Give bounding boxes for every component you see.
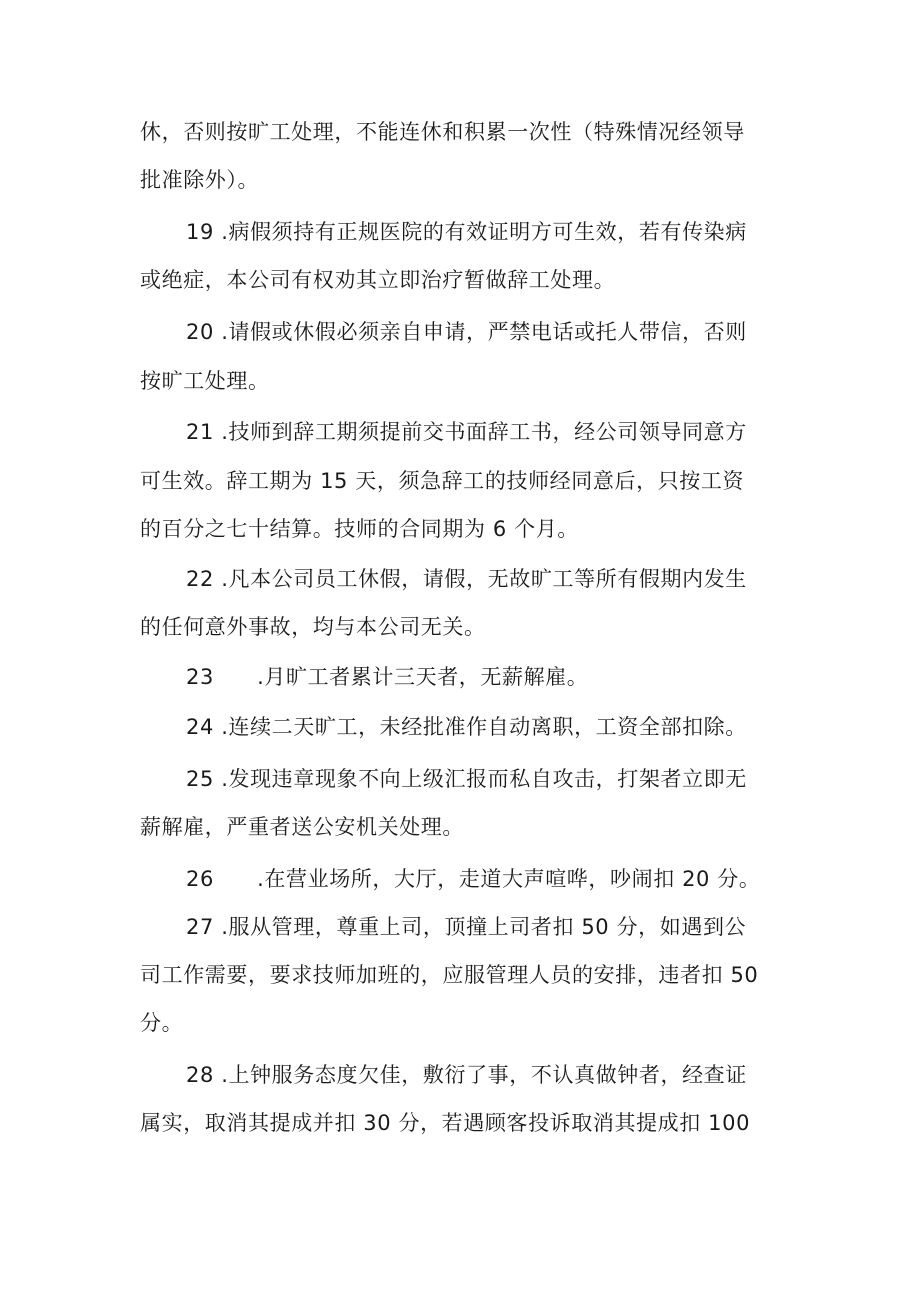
item-27-line: 27 .服从管理，尊重上司，顶撞上司者扣 50 分，如遇到公 <box>186 915 747 939</box>
item-24-line: 24 .连续二天旷工，未经批准作自动离职，工资全部扣除。 <box>186 715 747 739</box>
text-line: 或绝症，本公司有权劝其立即治疗暂做辞工处理。 <box>140 268 616 292</box>
text-line: 分。 <box>140 1011 184 1035</box>
item-22-line: 22 .凡本公司员工休假，请假，无故旷工等所有假期内发生 <box>186 567 747 591</box>
text-line: 的百分之七十结算。技师的合同期为 6 个月。 <box>140 517 579 541</box>
text-line: 按旷工处理。 <box>140 369 270 393</box>
item-26-line: 26 .在营业场所，大厅，走道大声喧哗，吵闹扣 20 分。 <box>186 867 761 891</box>
text-line: 批准除外）。 <box>140 168 260 192</box>
item-19-line: 19 .病假须持有正规医院的有效证明方可生效，若有传染病 <box>186 220 747 244</box>
text-line: 的任何意外事故，均与本公司无关。 <box>140 615 486 639</box>
item-25-line: 25 .发现违章现象不向上级汇报而私自攻击，打架者立即无 <box>186 767 747 791</box>
item-21-line: 21 .技师到辞工期须提前交书面辞工书，经公司领导同意方 <box>186 420 747 444</box>
text-line: 属实，取消其提成并扣 30 分，若遇顾客投诉取消其提成扣 100 <box>140 1111 751 1135</box>
item-23-line: 23 .月旷工者累计三天者，无薪解雇。 <box>186 665 589 689</box>
text-line: 司工作需要，要求技师加班的，应服管理人员的安排，违者扣 50 <box>140 963 759 987</box>
text-line: 薪解雇，严重者送公安机关处理。 <box>140 815 464 839</box>
item-28-line: 28 .上钟服务态度欠佳，敷衍了事，不认真做钟者，经查证 <box>186 1063 747 1087</box>
text-line: 休，否则按旷工处理，不能连休和积累一次性（特殊情况经领导 <box>140 120 745 144</box>
item-20-line: 20 .请假或休假必须亲自申请，严禁电话或托人带信，否则 <box>186 320 747 344</box>
text-line: 可生效。辞工期为 15 天，须急辞工的技师经同意后，只按工资 <box>140 469 745 493</box>
